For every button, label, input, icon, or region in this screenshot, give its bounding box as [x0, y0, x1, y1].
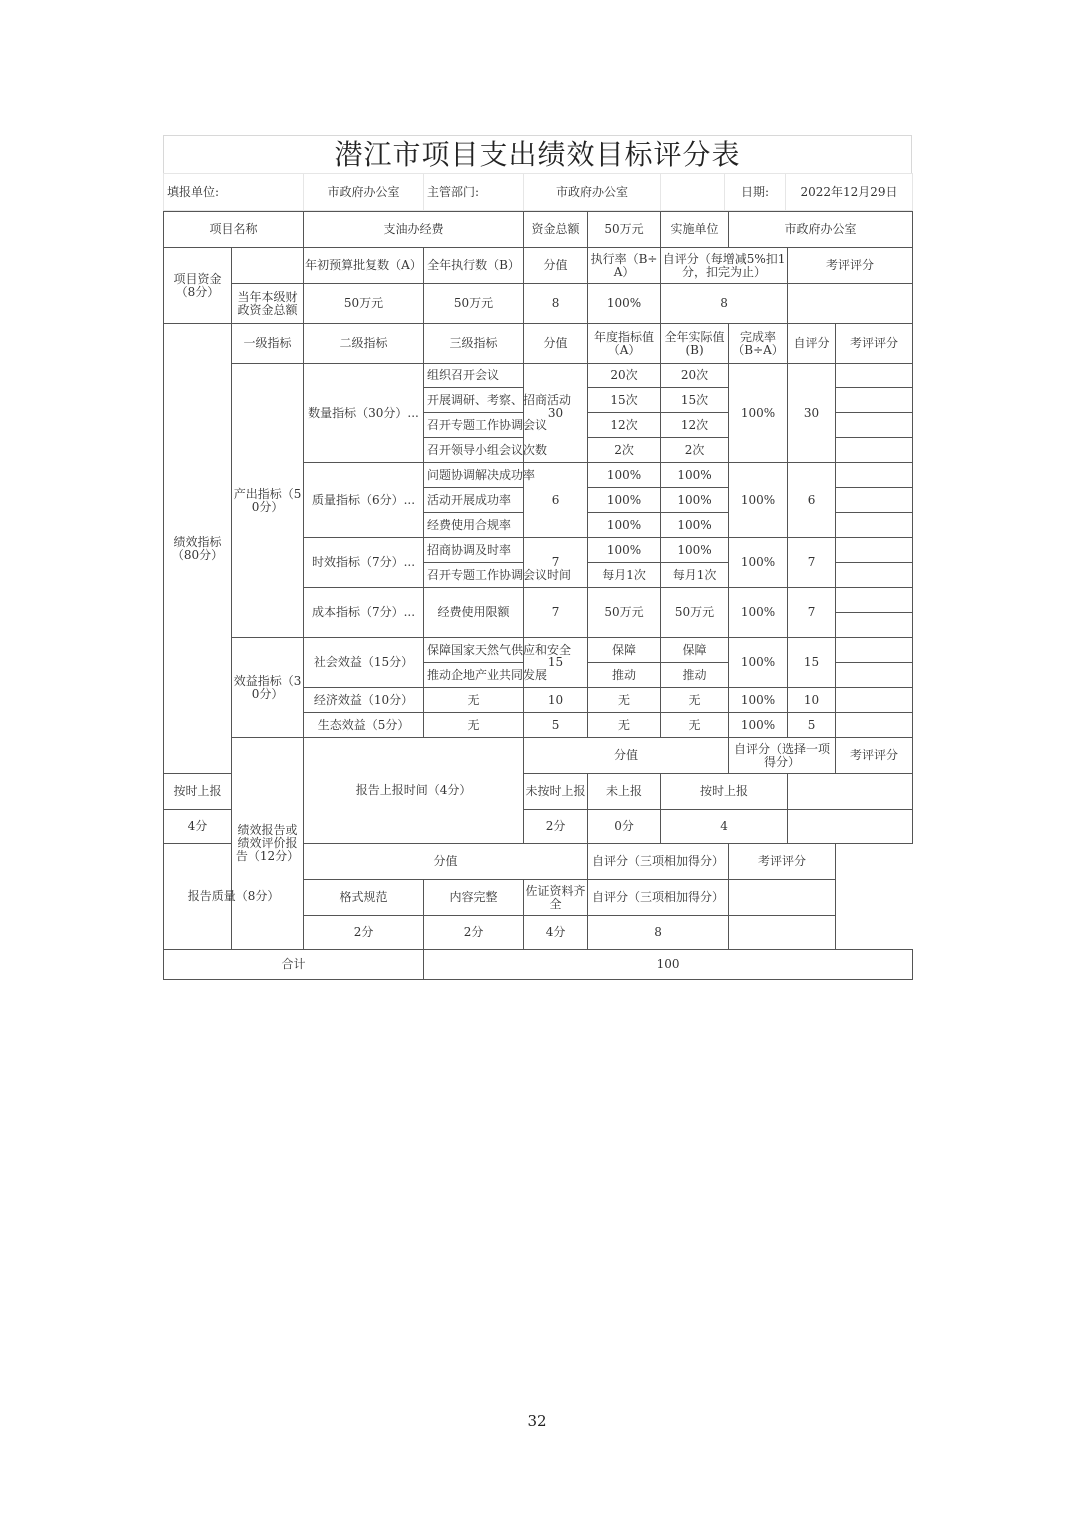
- indicator-actual: 2次: [661, 438, 729, 463]
- review-cell: [729, 880, 836, 916]
- social-label: 社会效益（15分）: [304, 638, 424, 688]
- social-score: 15: [524, 638, 588, 688]
- perf-col-actual: 全年实际值(B): [661, 324, 729, 364]
- indicator-target: 100%: [588, 538, 661, 563]
- indicator-name: 问题协调解决成功率: [424, 463, 524, 488]
- review-cell: [836, 488, 913, 513]
- indicator-actual: 100%: [661, 463, 729, 488]
- timeliness-label: 时效指标（7分）...: [304, 538, 424, 588]
- indicator-actual: 每月1次: [661, 563, 729, 588]
- funds-self: 8: [661, 284, 788, 324]
- time-self-choice: 按时上报: [661, 774, 788, 810]
- header-row: [164, 174, 913, 211]
- output-label: 产出指标（50分）: [232, 364, 304, 638]
- social-self: 15: [788, 638, 836, 688]
- supervisor-label: 主管部门:: [424, 174, 524, 211]
- timeliness-self: 7: [788, 538, 836, 588]
- funds-rate: 100%: [588, 284, 661, 324]
- header-table: [163, 173, 913, 211]
- fill-unit-value: 市政府办公室: [304, 174, 424, 211]
- sheet-title: 潜江市项目支出绩效目标评分表: [163, 135, 912, 173]
- quantity-score: 30: [524, 364, 588, 463]
- review-cell: [836, 388, 913, 413]
- social-rate: 100%: [729, 638, 788, 688]
- total-funds-value: 50万元: [588, 212, 661, 248]
- review-cell: [729, 916, 836, 950]
- total-funds-label: 资金总额: [524, 212, 588, 248]
- quality-rate: 100%: [729, 463, 788, 538]
- table-row: [164, 364, 913, 388]
- cost-rate: 100%: [729, 588, 788, 638]
- indicator-actual: 100%: [661, 538, 729, 563]
- late-label: 未按时上报: [524, 774, 588, 810]
- indicator-name: 召开专题工作协调会议时间: [424, 563, 524, 588]
- indicator-target: 100%: [588, 513, 661, 538]
- impl-unit-value: 市政府办公室: [729, 212, 913, 248]
- report-score-header: 分值: [524, 738, 729, 774]
- report-label: 绩效报告或绩效评价报告（12分）: [232, 738, 304, 950]
- table-row: [164, 638, 913, 663]
- total-label: 合计: [164, 950, 424, 980]
- review-cell: [788, 810, 913, 844]
- indicator-target: 2次: [588, 438, 661, 463]
- benefit-label: 效益指标（30分）: [232, 638, 304, 738]
- indicator-name: 保障国家天然气供应和安全: [424, 638, 524, 663]
- funds-row-label: 当年本级财政资金总额: [232, 284, 304, 324]
- indicator-actual: 无: [661, 688, 729, 713]
- indicator-target: 20次: [588, 364, 661, 388]
- perf-col-self: 自评分: [788, 324, 836, 364]
- review-cell: [836, 663, 913, 688]
- total-value: 100: [424, 950, 913, 980]
- col-budget: 年初预算批复数（A）: [304, 248, 424, 284]
- indicator-name: 召开领导小组会议次数: [424, 438, 524, 463]
- quality-score: 6: [524, 463, 588, 538]
- review-cell: [836, 364, 913, 388]
- indicator-target: 12次: [588, 413, 661, 438]
- not-reported-score: 0分: [588, 810, 661, 844]
- indicator-name: 开展调研、考察、招商活动: [424, 388, 524, 413]
- col-rate: 执行率（B÷A）: [588, 248, 661, 284]
- review-cell: [836, 563, 913, 588]
- format-label: 格式规范: [304, 880, 424, 916]
- indicator-target: 无: [588, 713, 661, 738]
- review-cell: [836, 513, 913, 538]
- project-name-value: 支油办经费: [304, 212, 524, 248]
- indicator-name: 活动开展成功率: [424, 488, 524, 513]
- indicator-actual: 推动: [661, 663, 729, 688]
- indicator-target: 100%: [588, 463, 661, 488]
- economic-rate: 100%: [729, 688, 788, 713]
- perf-header-row: [164, 324, 913, 364]
- ecological-rate: 100%: [729, 713, 788, 738]
- indicator-actual: 15次: [661, 388, 729, 413]
- review-cell: [836, 538, 913, 563]
- quality-self-value: 8: [588, 916, 729, 950]
- quantity-self: 30: [788, 364, 836, 463]
- funds-label: 项目资金（8分）: [164, 248, 232, 324]
- indicator-name: 无: [424, 713, 524, 738]
- on-time-score: 4分: [164, 810, 232, 844]
- review-cell: [836, 588, 913, 613]
- col-exec: 全年执行数（B）: [424, 248, 524, 284]
- perf-col-lvl1: 一级指标: [232, 324, 304, 364]
- indicator-name: 推动企地产业共同发展: [424, 663, 524, 688]
- indicator-target: 无: [588, 688, 661, 713]
- content-label: 内容完整: [424, 880, 524, 916]
- fill-unit-label: 填报单位:: [164, 174, 304, 211]
- report-review-header: 考评评分: [729, 844, 836, 880]
- quantity-label: 数量指标（30分）...: [304, 364, 424, 463]
- funds-score: 8: [524, 284, 588, 324]
- indicator-target: 保障: [588, 638, 661, 663]
- economic-label: 经济效益（10分）: [304, 688, 424, 713]
- indicator-actual: 12次: [661, 413, 729, 438]
- score-sheet: [163, 135, 912, 980]
- funds-header-row: [164, 248, 913, 284]
- col-review: 考评评分: [788, 248, 913, 284]
- report-time-header-row: [164, 738, 913, 774]
- report-time-label: 报告上报时间（4分）: [304, 738, 524, 844]
- indicator-actual: 50万元: [661, 588, 729, 638]
- report-time-self-header: 自评分（选择一项得分）: [729, 738, 836, 774]
- indicator-name: 无: [424, 688, 524, 713]
- header-blank: [661, 174, 725, 211]
- on-time-label: 按时上报: [164, 774, 232, 810]
- quantity-rate: 100%: [729, 364, 788, 463]
- review-cell: [836, 413, 913, 438]
- project-row: [164, 212, 913, 248]
- perf-col-review: 考评评分: [836, 324, 913, 364]
- total-row: [164, 950, 913, 980]
- indicator-target: 推动: [588, 663, 661, 688]
- ecological-score: 5: [524, 713, 588, 738]
- date-value: 2022年12月29日: [786, 174, 913, 211]
- review-cell: [788, 774, 913, 810]
- funds-blank: [232, 248, 304, 284]
- funds-data-row: [164, 284, 913, 324]
- supervisor-value: 市政府办公室: [524, 174, 661, 211]
- indicator-target: 50万元: [588, 588, 661, 638]
- evidence-label: 佐证资料齐全: [524, 880, 588, 916]
- report-score-header: 分值: [304, 844, 588, 880]
- indicator-actual: 无: [661, 713, 729, 738]
- indicator-name: 经费使用限额: [424, 588, 524, 638]
- timeliness-score: 7: [524, 538, 588, 588]
- project-name-label: 项目名称: [164, 212, 304, 248]
- ecological-self: 5: [788, 713, 836, 738]
- indicator-name: 召开专题工作协调会议: [424, 413, 524, 438]
- report-quality-self-header: 自评分（三项相加得分）: [588, 844, 729, 880]
- funds-exec: 50万元: [424, 284, 524, 324]
- indicator-name: 招商协调及时率: [424, 538, 524, 563]
- col-self-score: 自评分（每增减5%扣1分，扣完为止）: [661, 248, 788, 284]
- ecological-label: 生态效益（5分）: [304, 713, 424, 738]
- funds-budget: 50万元: [304, 284, 424, 324]
- review-cell: [836, 438, 913, 463]
- indicator-target: 100%: [588, 488, 661, 513]
- cost-self: 7: [788, 588, 836, 638]
- review-cell: [836, 688, 913, 713]
- cost-score: 7: [524, 588, 588, 638]
- format-score: 2分: [304, 916, 424, 950]
- quality-label: 质量指标（6分）...: [304, 463, 424, 538]
- review-cell: [836, 638, 913, 663]
- quality-self-header-2: 自评分（三项相加得分）: [588, 880, 729, 916]
- date-label: 日期:: [725, 174, 786, 211]
- perf-col-score: 分值: [524, 324, 588, 364]
- indicator-actual: 保障: [661, 638, 729, 663]
- perf-col-lvl3: 三级指标: [424, 324, 524, 364]
- perf-label: 绩效指标（80分）: [164, 324, 232, 774]
- economic-score: 10: [524, 688, 588, 713]
- funds-review: [788, 284, 913, 324]
- perf-col-lvl2: 二级指标: [304, 324, 424, 364]
- impl-unit-label: 实施单位: [661, 212, 729, 248]
- content-score: 2分: [424, 916, 524, 950]
- review-cell: [836, 613, 913, 638]
- main-table: [163, 211, 913, 980]
- indicator-target: 15次: [588, 388, 661, 413]
- indicator-name: 经费使用合规率: [424, 513, 524, 538]
- report-quality-label: 报告质量（8分）: [164, 844, 304, 950]
- indicator-target: 每月1次: [588, 563, 661, 588]
- quality-self: 6: [788, 463, 836, 538]
- perf-col-target: 年度指标值（A）: [588, 324, 661, 364]
- review-cell: [836, 713, 913, 738]
- evidence-score: 4分: [524, 916, 588, 950]
- perf-col-rate: 完成率（B÷A）: [729, 324, 788, 364]
- report-review-header: 考评评分: [836, 738, 913, 774]
- late-score: 2分: [524, 810, 588, 844]
- review-cell: [836, 463, 913, 488]
- indicator-name: 组织召开会议: [424, 364, 524, 388]
- col-score: 分值: [524, 248, 588, 284]
- timeliness-rate: 100%: [729, 538, 788, 588]
- indicator-actual: 20次: [661, 364, 729, 388]
- economic-self: 10: [788, 688, 836, 713]
- time-self-value: 4: [661, 810, 788, 844]
- indicator-actual: 100%: [661, 488, 729, 513]
- page-number: 32: [527, 1412, 547, 1430]
- not-reported-label: 未上报: [588, 774, 661, 810]
- cost-label: 成本指标（7分）...: [304, 588, 424, 638]
- indicator-actual: 100%: [661, 513, 729, 538]
